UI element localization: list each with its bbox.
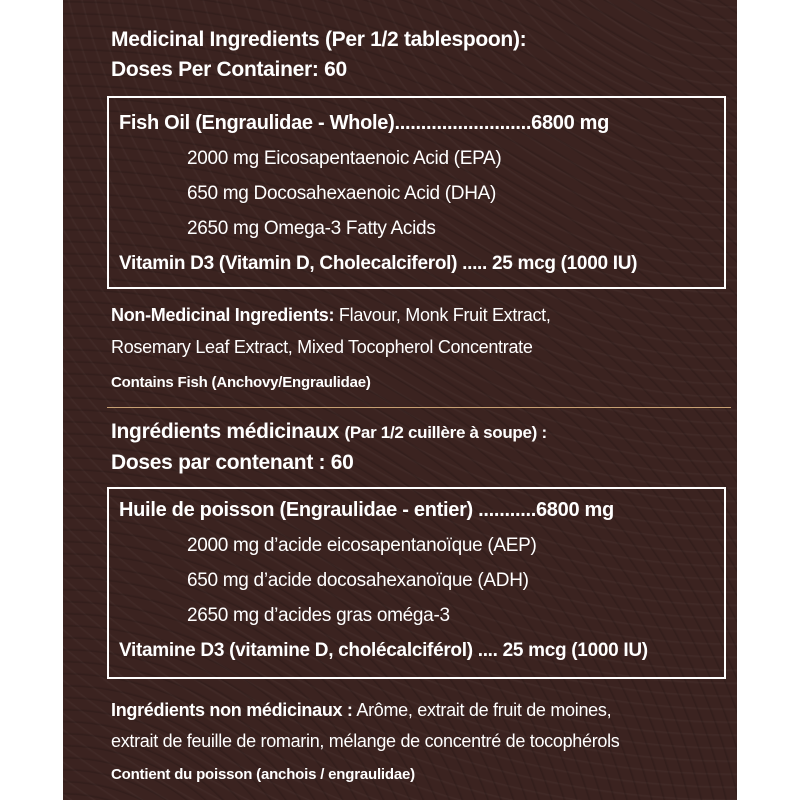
french-allergen-statement: Contient du poisson (anchois / engraulidae) — [111, 766, 415, 783]
english-doses-per-container: Doses Per Container: 60 — [111, 58, 347, 81]
label-panel — [63, 0, 737, 800]
french-heading-main: Ingrédients médicinaux — [111, 420, 339, 443]
french-non-medicinal-text: Arôme, extrait de fruit de moines, — [356, 700, 612, 720]
french-epa-row: 2000 mg d’acide eicosapentanoïque (AEP) — [187, 535, 537, 556]
english-fish-oil-row: Fish Oil (Engraulidae - Whole)..........................6800 mg — [119, 112, 610, 134]
french-non-medicinal-line2: extrait de feuille de romarin, mélange de concentré de tocophérols — [111, 731, 620, 751]
french-doses-per-container: Doses par contenant : 60 — [111, 451, 354, 474]
french-fish-oil-row: Huile de poisson (Engraulidae - entier) ...........6800 mg — [119, 499, 614, 521]
english-allergen-statement: Contains Fish (Anchovy/Engraulidae) — [111, 374, 371, 391]
english-vitamin-d3-row: Vitamin D3 (Vitamin D, Cholecalciferol) ..... 25 mcg (1000 IU) — [119, 253, 638, 274]
english-dha-row: 650 mg Docosahexaenoic Acid (DHA) — [187, 183, 497, 204]
english-non-medicinal-text: Flavour, Monk Fruit Extract, — [338, 305, 551, 325]
french-dha-row: 650 mg d’acide docosahexanoïque (ADH) — [187, 570, 529, 591]
french-medicinal-box — [107, 487, 726, 679]
language-divider — [107, 407, 731, 408]
english-epa-row: 2000 mg Eicosapentaenoic Acid (EPA) — [187, 148, 502, 169]
french-heading — [111, 420, 547, 444]
french-non-medicinal-label: Ingrédients non médicinaux : — [111, 700, 353, 720]
english-omega3-row: 2650 mg Omega-3 Fatty Acids — [187, 218, 436, 239]
english-non-medicinal-line1 — [111, 305, 551, 326]
french-non-medicinal-line1 — [111, 700, 611, 721]
french-vitamin-d3-row: Vitamine D3 (vitamine D, cholécalciférol) .... 25 mcg (1000 IU) — [119, 640, 648, 661]
english-medicinal-box — [107, 96, 726, 289]
french-heading-serving: (Par 1/2 cuillère à soupe) : — [344, 423, 547, 442]
english-non-medicinal-label: Non-Medicinal Ingredients: — [111, 305, 335, 325]
french-omega3-row: 2650 mg d’acides gras oméga-3 — [187, 605, 450, 626]
english-heading: Medicinal Ingredients (Per 1/2 tablespoon): — [111, 28, 527, 51]
english-non-medicinal-line2: Rosemary Leaf Extract, Mixed Tocopherol Concentrate — [111, 337, 533, 357]
